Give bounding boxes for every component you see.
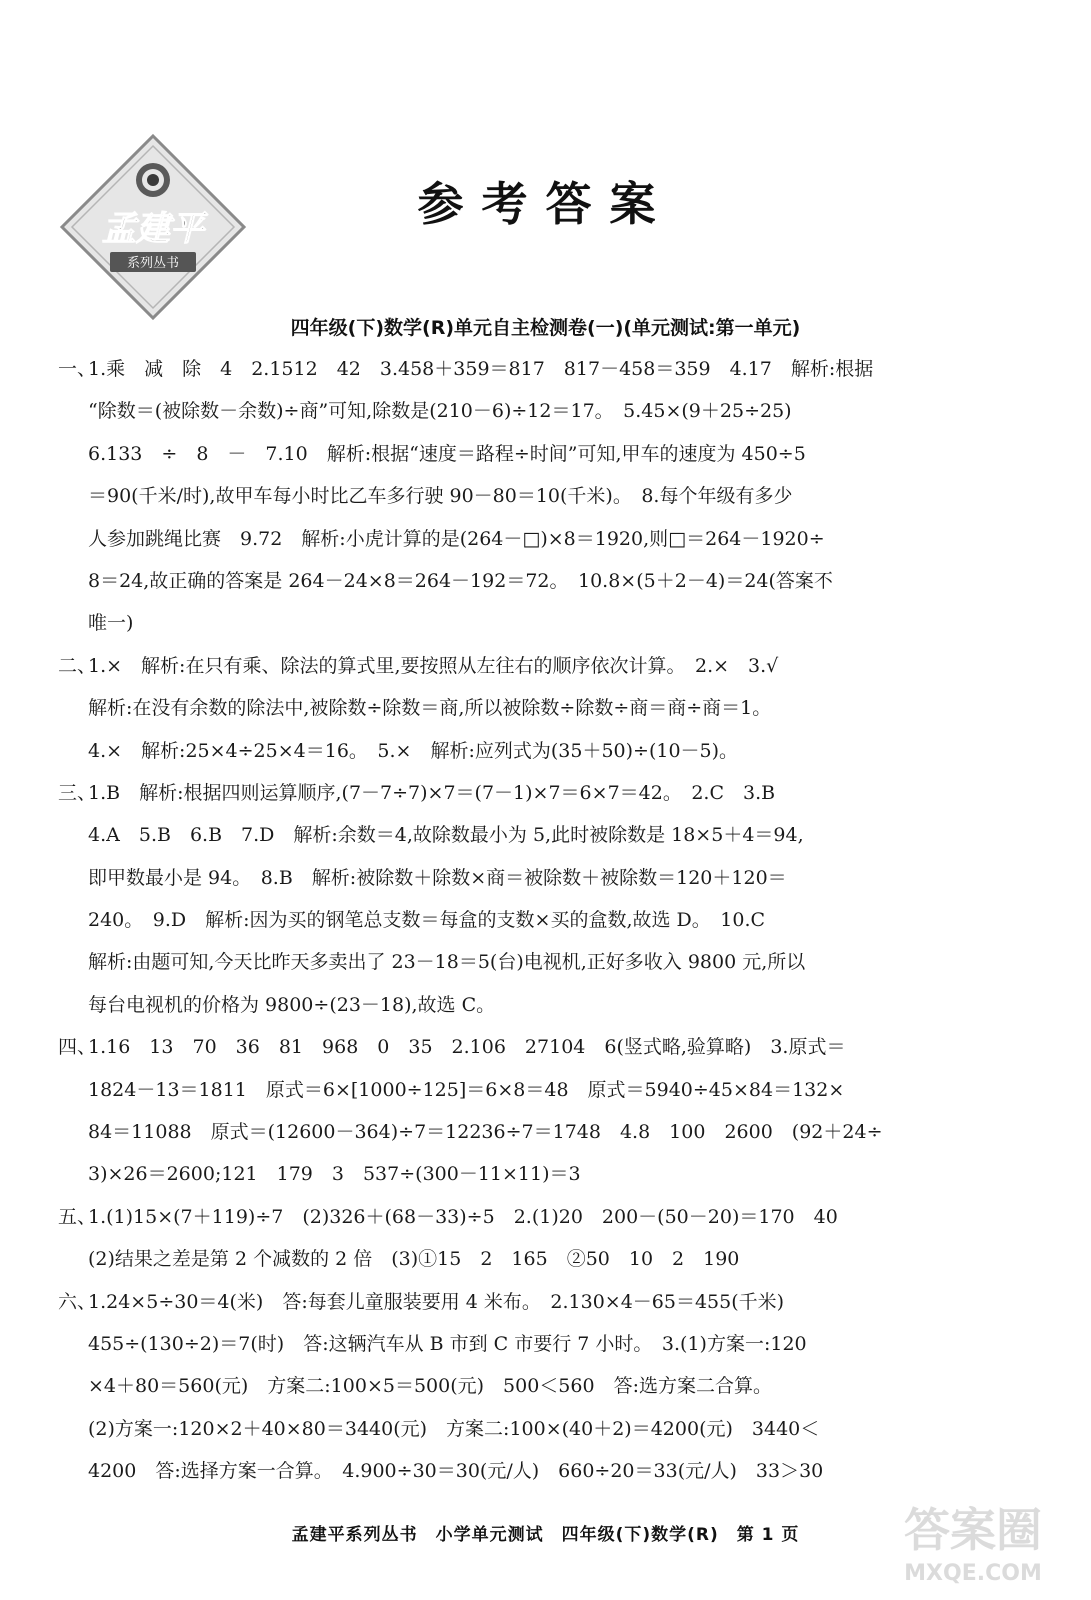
section-label: 一、 xyxy=(58,358,97,380)
watermark-text: 答案圈 xyxy=(904,1503,1042,1557)
section-label: 三、 xyxy=(58,781,97,804)
answer-line xyxy=(88,984,1048,1026)
answer-text: (2)结果之差是第 2 个减数的 2 倍 (3)①15 2 165 ②50 10 2 190 xyxy=(88,1248,740,1271)
watermark-url: MXQE.COM xyxy=(904,1561,1042,1586)
answer-line xyxy=(88,433,1048,475)
answer-text: 8＝24,故正确的答案是 264－24×8＝264－192＝72。 10.8×(5＋2－4)＝24(答案不 xyxy=(88,569,833,592)
answer-text: 解析:在没有余数的除法中,被除数÷除数＝商,所以被除数÷除数÷商＝商÷商＝1。 xyxy=(88,697,772,720)
answer-line xyxy=(88,730,1048,772)
answer-text: 即甲数最小是 94。 8.B 解析:被除数＋除数×商＝被除数＋被除数＝120＋120＝ xyxy=(88,866,787,889)
answer-text: “除数＝(被除数－余数)÷商”可知,除数是(210－6)÷12＝17。 5.45×(9＋25÷25) xyxy=(88,400,792,423)
section-label: 六、 xyxy=(58,1290,97,1313)
answer-line xyxy=(58,645,1048,687)
answer-line xyxy=(88,899,1048,941)
answer-text: ×4＋80＝560(元) 方案二:100×5＝500(元) 500＜560 答:选方案二合算。 xyxy=(88,1375,772,1398)
answer-text: 1.16 13 70 36 81 968 0 35 2.106 27104 6(竖式略,验算略) 3.原式＝ xyxy=(88,1036,846,1059)
answer-text: 3)×26＝2600;121 179 3 537÷(300－11×11)＝3 xyxy=(88,1163,581,1186)
answer-line xyxy=(88,475,1048,517)
answer-line xyxy=(58,772,1048,814)
answer-line xyxy=(88,560,1048,602)
section-label: 二、 xyxy=(58,654,97,677)
answer-line xyxy=(58,1281,1048,1323)
answer-text: 4.× 解析:25×4÷25×4＝16。 5.× 解析:应列式为(35＋50)÷(10－5)。 xyxy=(88,739,739,762)
answer-text: 240。 9.D 解析:因为买的钢笔总支数＝每盒的支数×买的盒数,故选 D。 10.C xyxy=(88,909,766,932)
answer-line xyxy=(88,1153,1048,1195)
answer-line xyxy=(88,1238,1048,1280)
answer-text: ＝90(千米/时),故甲车每小时比乙车多行驶 90－80＝10(千米)。 8.每个年级有多少 xyxy=(88,485,793,508)
answer-line xyxy=(88,390,1048,432)
answer-text: 1.B 解析:根据四则运算顺序,(7－7÷7)×7＝(7－1)×7＝6×7＝42。 2.C 3.B xyxy=(88,781,776,804)
answer-line xyxy=(88,1450,1048,1492)
answer-text: 解析:由题可知,今天比昨天多卖出了 23－18＝5(台)电视机,正好多收入 9800 元,所以 xyxy=(88,951,806,974)
answer-text: 4200 答:选择方案一合算。 4.900÷30＝30(元/人) 660÷20＝33(元/人) 33＞30 xyxy=(88,1460,824,1483)
answer-text: 84＝11088 原式＝(12600－364)÷7＝12236÷7＝1748 4.8 100 2600 (92＋24÷ xyxy=(88,1121,883,1144)
answer-line xyxy=(88,857,1048,899)
answer-text: 每台电视机的价格为 9800÷(23－18),故选 C。 xyxy=(88,993,496,1016)
logo-name: 孟建平 xyxy=(102,209,204,249)
answer-line xyxy=(88,602,1048,644)
answer-line xyxy=(88,1365,1048,1407)
answer-text: 1.乘 减 除 4 2.1512 42 3.458＋359＝817 817－458＝359 4.17 解析:根据 xyxy=(88,358,874,380)
answer-text: 1824－13＝1811 原式＝6×[1000÷125]＝6×8＝48 原式＝5940÷45×84＝132× xyxy=(88,1078,845,1101)
answer-text: 1.× 解析:在只有乘、除法的算式里,要按照从左往右的顺序依次计算。 2.× 3.√ xyxy=(88,654,779,677)
answer-text: 4.A 5.B 6.B 7.D 解析:余数＝4,故除数最小为 5,此时被除数是 18×5＋4＝94, xyxy=(88,824,804,847)
answer-text: 唯一) xyxy=(88,612,134,635)
answer-line xyxy=(88,1408,1048,1450)
section-label: 四、 xyxy=(58,1036,97,1059)
section-label: 五、 xyxy=(58,1205,97,1228)
document-subtitle: 四年级(下)数学(R)单元自主检测卷(一)(单元测试:第一单元) xyxy=(290,317,801,339)
page-title: 参考答案 xyxy=(417,177,674,231)
answer-content xyxy=(58,348,1048,1493)
answer-text: 人参加跳绳比赛 9.72 解析:小虎计算的是(264－□)×8＝1920,则□＝264－1920÷ xyxy=(88,527,825,550)
answer-line xyxy=(88,1111,1048,1153)
page-footer: 孟建平系列丛书 小学单元测试 四年级(下)数学(R) 第 1 页 xyxy=(291,1525,800,1545)
answer-line xyxy=(88,941,1048,983)
watermark xyxy=(873,1494,1073,1594)
answer-line xyxy=(88,518,1048,560)
answer-line xyxy=(58,348,1048,390)
logo-series: 系列丛书 xyxy=(126,256,180,271)
answer-text: 1.(1)15×(7＋119)÷7 (2)326＋(68－33)÷5 2.(1)20 200－(50－20)＝170 40 xyxy=(88,1205,838,1228)
answer-text: 455÷(130÷2)＝7(时) 答:这辆汽车从 B 市到 C 市要行 7 小时。 3.(1)方案一:120 xyxy=(88,1332,807,1355)
answer-line xyxy=(58,1026,1048,1068)
answer-line xyxy=(88,814,1048,856)
answer-text: 6.133 ÷ 8 － 7.10 解析:根据“速度＝路程÷时间”可知,甲车的速度为 450÷5 xyxy=(88,442,806,465)
answer-text: (2)方案一:120×2＋40×80＝3440(元) 方案二:100×(40＋2)＝4200(元) 3440＜ xyxy=(88,1417,820,1440)
answer-line xyxy=(88,687,1048,729)
answer-text: 1.24×5÷30＝4(米) 答:每套儿童服装要用 4 米布。 2.130×4－65＝455(千米) xyxy=(88,1290,785,1313)
answer-line xyxy=(88,1323,1048,1365)
answer-line xyxy=(88,1069,1048,1111)
answer-line xyxy=(58,1196,1048,1238)
